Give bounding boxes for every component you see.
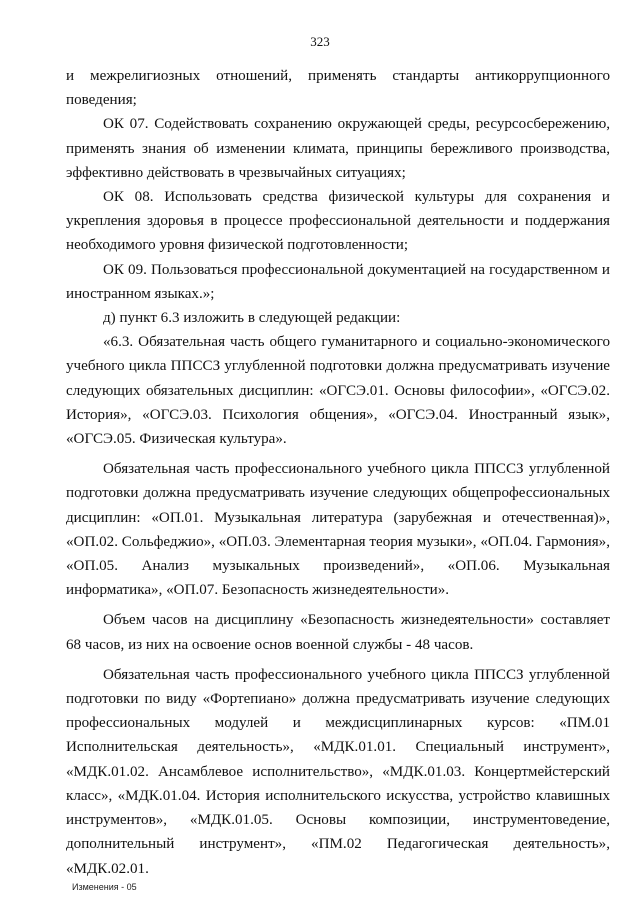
paragraph-ok09: ОК 09. Пользоваться профессиональной документацией на государственном и иностранном языках.»; bbox=[66, 261, 610, 302]
paragraph-ok06-continuation: и межрелигиозных отношений, применять стандарты антикоррупционного поведения; bbox=[66, 68, 610, 109]
page-number: 323 bbox=[310, 34, 330, 49]
paragraph-hours: Объем часов на дисциплину «Безопасность жизнедеятельности» составляет 68 часов, из них на освоение основ военной службы - 48 часов. bbox=[66, 612, 610, 653]
document-body bbox=[66, 64, 610, 881]
paragraph-ok07: ОК 07. Содействовать сохранению окружающей среды, ресурсосбережению, применять знания об изменении климата, принципы бережливого производства, эффективно действовать в чрезвычайных ситуациях; bbox=[66, 116, 610, 181]
paragraph-6-3: «6.3. Обязательная часть общего гуманитарного и социально-экономического учебного цикла ППССЗ углубленной подготовки должна предусматривать изучение следующих обязательных дисциплин: «ОГСЭ.01. Основы философии», «ОГСЭ.02. История», «ОГСЭ.03. Психология общения», «ОГСЭ.04. Иностранный язык», «ОГСЭ.05. Физическая культура». bbox=[66, 334, 610, 448]
paragraph-piano-modules: Обязательная часть профессионального учебного цикла ППССЗ углубленной подготовки по виду «Фортепиано» должна предусматривать изучение следующих профессиональных модулей и междисциплинарных курсов: «ПМ.01 Исполнительская деятельность», «МДК.01.01. Специальный инструмент», «МДК.01.02. Ансамблевое исполнительство», «МДК.01.03. Концертмейстерский класс», «МДК.01.04. История исполнительского искусства, устройство клавишных инструментов», «МДК.01.05. Основы композиции, инструментоведение, дополнительный инструмент», «ПМ.02 Педагогическая деятельность», «МДК.02.01. bbox=[66, 666, 610, 877]
paragraph-item-d: д) пункт 6.3 изложить в следующей редакции: bbox=[103, 310, 401, 327]
paragraph-ok08: ОК 08. Использовать средства физической культуры для сохранения и укрепления здоровья в процессе профессиональной деятельности и поддержания необходимого уровня физической подготовленности; bbox=[66, 189, 610, 254]
paragraph-general-professional: Обязательная часть профессионального учебного цикла ППССЗ углубленной подготовки должна предусматривать изучение следующих общепрофессиональных дисциплин: «ОП.01. Музыкальная литература (зарубежная и отечественная)», «ОП.02. Сольфеджио», «ОП.03. Элементарная теория музыки», «ОП.04. Гармония», «ОП.05. Анализ музыкальных произведений», «ОП.06. Музыкальная информатика», «ОП.07. Безопасность жизнедеятельности». bbox=[66, 461, 610, 599]
footer-revision-note: Изменения - 05 bbox=[72, 882, 137, 892]
